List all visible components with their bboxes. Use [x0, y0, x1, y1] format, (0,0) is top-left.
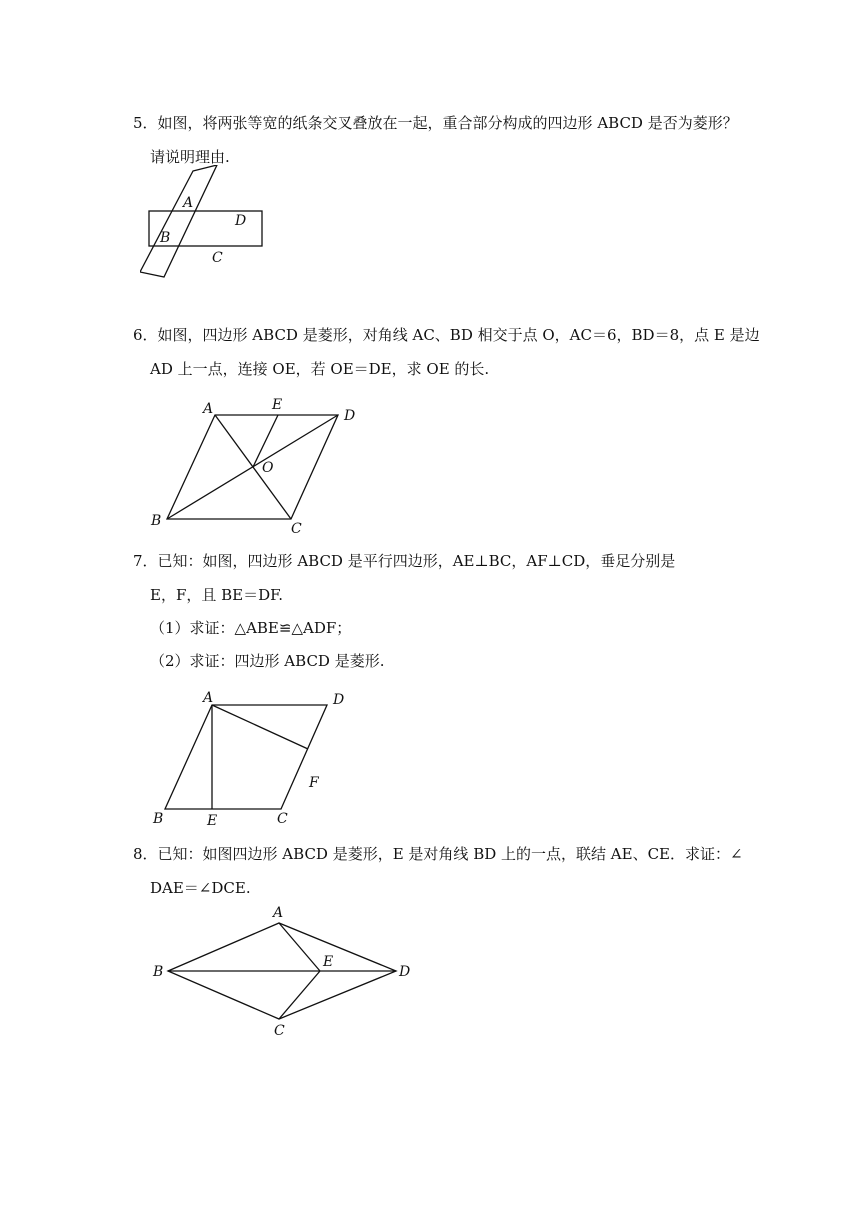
label-C: C: [274, 1023, 285, 1037]
problem-6-figure: [145, 395, 375, 535]
problem-5-line-2: 请说明理由.: [150, 148, 230, 166]
segment-CE: [279, 971, 320, 1019]
label-B: B: [151, 513, 162, 529]
problem-7-line-2: E，F，且 BE＝DF.: [150, 586, 283, 604]
problem-6-line-2: AD 上一点，连接 OE，若 OE＝DE，求 OE 的长.: [150, 360, 490, 378]
problem-7-part-2: （2）求证：四边形 ABCD 是菱形.: [150, 652, 385, 670]
label-O: O: [262, 460, 274, 476]
label-B: B: [160, 230, 171, 246]
label-E: E: [207, 813, 218, 829]
problem-7-part-1: （1）求证：△ABE≌△ADF；: [150, 619, 352, 637]
diagonal-BD: [167, 415, 338, 519]
label-C: C: [277, 811, 288, 827]
problem-7-line-1: 7．已知：如图，四边形 ABCD 是平行四边形，AE⊥BC，AF⊥CD，垂足分别是: [133, 552, 676, 570]
label-E: E: [272, 397, 283, 413]
segment-AF: [212, 705, 308, 749]
slanted-strip: [140, 165, 217, 277]
label-D: D: [333, 692, 345, 708]
problem-8-line-2: DAE＝∠DCE.: [150, 879, 251, 897]
problem-7-figure: [145, 688, 355, 833]
label-D: D: [235, 213, 247, 229]
label-A: A: [273, 905, 284, 921]
label-F: F: [309, 775, 319, 791]
segment-AE: [279, 923, 320, 971]
label-E: E: [323, 954, 334, 970]
problem-5-line-1: 5．如图，将两张等宽的纸条交叉叠放在一起，重合部分构成的四边形 ABCD 是否为菱形？: [133, 114, 738, 132]
label-D: D: [399, 964, 411, 980]
problem-5-figure: [140, 165, 290, 295]
label-C: C: [291, 521, 302, 535]
problem-6-line-1: 6．如图，四边形 ABCD 是菱形，对角线 AC、BD 相交于点 O，AC＝6，BD＝8，点 E 是边: [133, 326, 760, 344]
label-C: C: [212, 250, 223, 266]
label-B: B: [153, 811, 164, 827]
label-B: B: [153, 964, 164, 980]
label-A: A: [203, 401, 214, 417]
label-D: D: [344, 408, 356, 424]
problem-8-line-1: 8．已知：如图四边形 ABCD 是菱形，E 是对角线 BD 上的一点，联结 AE、CE．求证：∠: [133, 845, 743, 863]
label-A: A: [183, 195, 194, 211]
problem-8-figure: [148, 902, 418, 1037]
label-A: A: [203, 690, 214, 706]
